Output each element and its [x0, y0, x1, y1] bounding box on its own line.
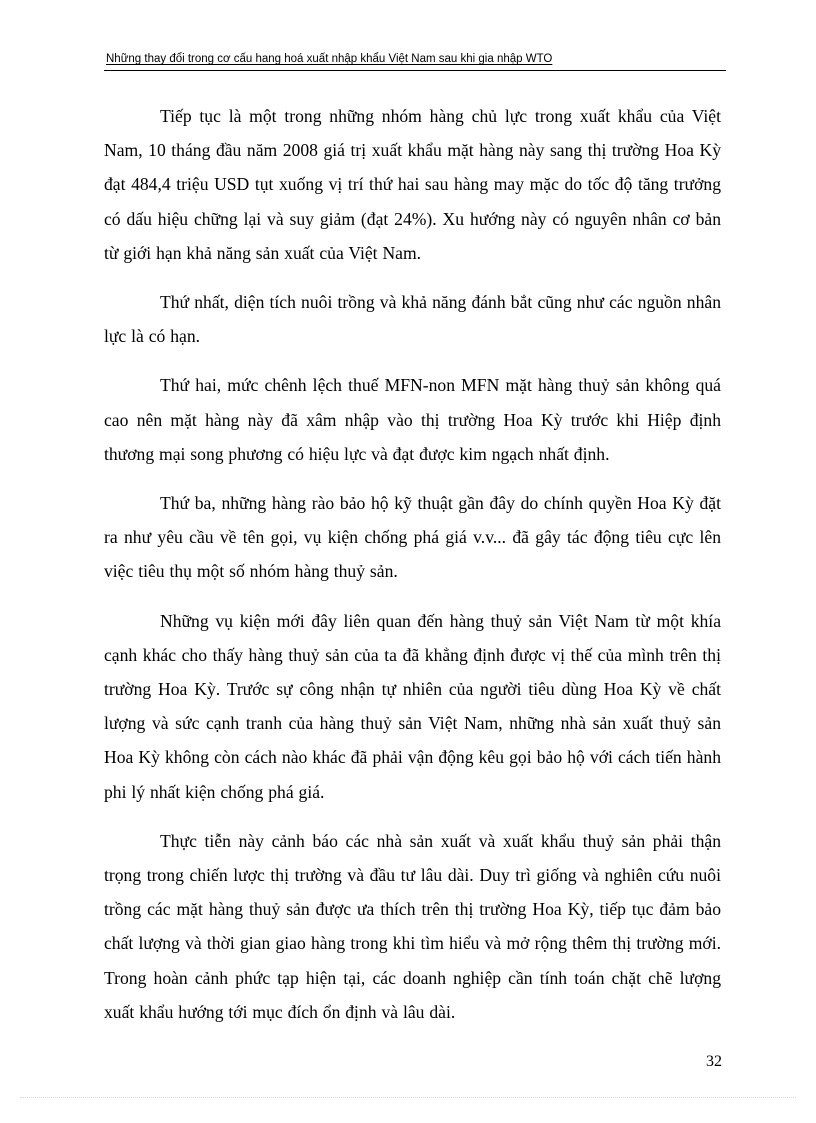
- paragraph-5: Những vụ kiện mới đây liên quan đến hàng thuỷ sản Việt Nam từ một khía cạnh khác cho thấy hàng thuỷ sản của ta đã khẳng định được vị thế của mình trên thị trường Hoa Kỳ. Trước sự công nhận tự nhiên của người tiêu dùng Hoa Kỳ về chất lượng và sức cạnh tranh của hàng thuỷ sản Việt Nam, những nhà sản xuất thuỷ sản Hoa Kỳ không còn cách nào khác đã phải vận động kêu gọi bảo hộ với cách tiến hành phi lý nhất kiện chống phá giá.: [104, 610, 721, 802]
- paragraph-6: Thực tiễn này cảnh báo các nhà sản xuất và xuất khẩu thuỷ sản phải thận trọng trong chiến lược thị trường và đầu tư lâu dài. Duy trì giống và nghiên cứu nuôi trồng các mặt hàng thuỷ sản được ưa thích trên thị trường Hoa Kỳ, tiếp tục đảm bảo chất lượng và thời gian giao hàng trong khi tìm hiểu và mở rộng thêm thị trường mới. Trong hoàn cảnh phức tạp hiện tại, các doanh nghiệp cần tính toán chặt chẽ lượng xuất khẩu hướng tới mục đích ổn định và lâu dài.: [104, 830, 721, 1022]
- running-header: Những thay đổi trong cơ cấu hang hoá xuất nhập khẩu Việt Nam sau khi gia nhập WTO: [106, 53, 553, 65]
- paragraph-2: Thứ nhất, diện tích nuôi trồng và khả năng đánh bắt cũng như các nguồn nhân lực là có hạn.: [104, 292, 721, 347]
- paragraph-1: Tiếp tục là một trong những nhóm hàng chủ lực trong xuất khẩu của Việt Nam, 10 tháng đầu năm 2008 giá trị xuất khẩu mặt hàng này sang thị trường Hoa Kỳ đạt 484,4 triệu USD tụt xuống vị trí thứ hai sau hàng may mặc do tốc độ tăng trưởng có dấu hiệu chững lại và suy giảm (đạt 24%). Xu hướng này có nguyên nhân cơ bản từ giới hạn khả năng sản xuất của Việt Nam.: [104, 106, 721, 263]
- page-number: 32: [706, 1053, 722, 1070]
- paragraph-3: Thứ hai, mức chênh lệch thuế MFN-non MFN mặt hàng thuỷ sản không quá cao nên mặt hàng này đã xâm nhập vào thị trường Hoa Kỳ trước khi Hiệp định thương mại song phương có hiệu lực và đạt được kim ngạch nhất định.: [104, 375, 721, 464]
- paragraph-4: Thứ ba, những hàng rào bảo hộ kỹ thuật gần đây do chính quyền Hoa Kỳ đặt ra như yêu cầu về tên gọi, vụ kiện chống phá giá v.v... đã gây tác động tiêu cực lên việc tiêu thụ một số nhóm hàng thuỷ sản.: [104, 493, 721, 582]
- header-divider: [104, 70, 726, 71]
- page-bottom-divider: [20, 1097, 796, 1098]
- document-body: [104, 99, 721, 1044]
